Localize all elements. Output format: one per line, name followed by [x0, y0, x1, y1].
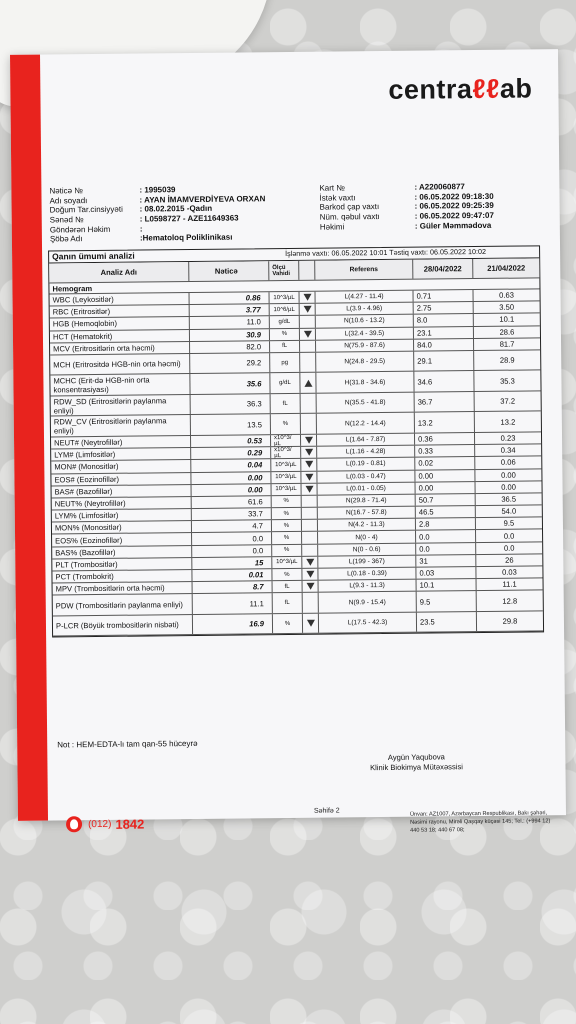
reference-range: L(9.3 - 11.3) [319, 580, 417, 592]
flag-cell [302, 483, 318, 494]
history-value-1: 46.5 [416, 506, 476, 518]
analysis-name: MCH (Eritrositdə HGB-nin orta həcmi) [50, 354, 190, 375]
reference-range: N(9.9 - 15.4) [319, 592, 417, 613]
history-value-2: 29.8 [502, 616, 518, 626]
unit: 10^3/µL [272, 484, 302, 496]
info-label: Kart № [319, 183, 345, 193]
history-value-2: 37.2 [500, 396, 516, 406]
history-value-2: 54.0 [501, 506, 517, 516]
history-value-1: 50.7 [416, 494, 476, 506]
table-row [53, 611, 543, 637]
flag-cell [302, 569, 318, 580]
flag-cell [303, 581, 319, 592]
info-value: : A220060877 [414, 182, 465, 192]
unit: fL [273, 593, 303, 613]
info-label: İstək vaxtı [319, 193, 356, 203]
signer-name: Aygün Yaqubova [387, 752, 445, 762]
result-value: 35.6 [190, 374, 270, 394]
history-value-1: 36.7 [415, 392, 475, 412]
unit: % [270, 328, 300, 340]
unit: 10^3/µL [271, 459, 301, 471]
flag-cell [302, 508, 318, 519]
flag-cell [301, 435, 317, 446]
history-value-1: 10.1 [417, 579, 477, 591]
analysis-name: MON# (Monositlər) [51, 460, 191, 473]
history-value-1: 84.0 [414, 339, 474, 351]
analysis-name: EOS% (Eozinofillər) [52, 533, 192, 546]
history-value-1: 29.1 [414, 351, 474, 371]
analysis-name: MPV (Trombositlərin orta həcmi) [53, 582, 193, 595]
analysis-name: BAS# (Bazofillər) [52, 485, 192, 498]
info-value: : L0598727 - AZE11649363 [139, 213, 239, 224]
reference-range: L(17.5 - 42.3) [319, 613, 417, 634]
history-value-1: 34.6 [414, 371, 474, 391]
result-value: 8.7 [193, 581, 273, 593]
history-value-2: 0.63 [499, 290, 514, 300]
reference-range: L(0.18 - 0.39) [318, 568, 416, 580]
lab-report-sheet [10, 49, 566, 834]
analysis-name: PCT (Trombokrit) [52, 570, 192, 583]
unit: 10^6/µL [270, 304, 300, 316]
result-value: 82.0 [190, 341, 270, 353]
result-value: 3.77 [190, 304, 270, 316]
history-value-1: 9.5 [417, 591, 477, 611]
result-value: 36.3 [191, 394, 271, 414]
unit: % [272, 496, 302, 508]
analysis-name: LYM# (Limfositlər) [51, 448, 191, 461]
analysis-name: MON% (Monositlər) [52, 521, 192, 534]
info-value: : 06.05.2022 09:18:30 [414, 191, 494, 202]
history-value-2: 28.6 [499, 327, 515, 337]
reference-range: L(1.64 - 7.87) [317, 434, 415, 446]
processing-times: İşlənmə vaxtı: 06.05.2022 10:01 Təstiq vaxtı: 06.05.2022 10:02 [285, 246, 486, 259]
table-body [50, 289, 544, 636]
analysis-name: HGB (Hemoqlobin) [50, 317, 190, 330]
history-value-2: 26 [505, 555, 514, 565]
reference-range: H(31.8 - 34.6) [316, 372, 414, 393]
history-value-1: 0.02 [415, 457, 475, 469]
history-value-2: 0.06 [500, 458, 516, 468]
flag-cell [302, 520, 318, 531]
unit: 10^3/µL [271, 471, 301, 483]
reference-range: N(29.8 - 71.4) [318, 495, 416, 507]
unit: g/dL [270, 316, 300, 328]
arrow-down-icon [306, 559, 314, 566]
history-value-1: 0.00 [416, 482, 476, 494]
col-analysis-name: Analiz Adı [49, 262, 189, 282]
reference-range: N(0 - 4) [318, 531, 416, 543]
result-value: 33.7 [192, 508, 272, 520]
col-reference: Referens [315, 260, 413, 280]
flag-cell [300, 328, 316, 339]
col-result: Nəticə [189, 261, 269, 281]
info-label: Sənəd № [49, 215, 84, 225]
unit: % [273, 614, 303, 634]
unit: % [272, 520, 302, 532]
result-value: 0.53 [191, 435, 271, 447]
flag-cell [300, 304, 316, 315]
flag-cell [301, 459, 317, 470]
col-history-1: 28/04/2022 [413, 259, 473, 279]
flag-cell [301, 414, 317, 434]
history-value-1: 0.0 [416, 543, 476, 555]
history-value-1: 0.00 [415, 470, 475, 482]
info-label: Adı soyadı [49, 195, 88, 206]
history-value-1: 23.5 [417, 612, 477, 632]
flag-cell [300, 353, 316, 373]
arrow-down-icon [306, 620, 314, 627]
arrow-down-icon [305, 486, 313, 493]
analysis-name: BAS% (Bazofillər) [52, 546, 192, 559]
patient-info [49, 181, 540, 244]
unit: fL [273, 581, 303, 593]
info-label: Göndərən Həkim [49, 224, 111, 235]
info-value: : 06.05.2022 09:47:07 [414, 210, 494, 221]
unit: % [272, 532, 302, 544]
reference-range: L(0.01 - 0.05) [318, 482, 416, 494]
history-value-1: 2.8 [416, 518, 476, 530]
info-value: : 06.05.2022 09:25:39 [414, 201, 494, 212]
arrow-up-icon [304, 379, 312, 386]
flag-cell [301, 471, 317, 482]
flag-cell [302, 544, 318, 555]
result-value: 61.6 [192, 496, 272, 508]
history-value-2: 0.23 [500, 433, 516, 443]
info-value: : [139, 224, 143, 234]
result-value: 0.00 [191, 472, 271, 484]
unit: % [272, 544, 302, 556]
history-value-1: 13.2 [415, 412, 475, 432]
arrow-down-icon [305, 461, 313, 468]
history-value-2: 13.2 [500, 417, 516, 427]
group-label: Hemogram [52, 283, 93, 293]
result-value: 15 [192, 557, 272, 569]
result-value: 0.86 [190, 292, 270, 304]
reference-range: L(32.4 - 39.5) [316, 327, 414, 339]
reference-range: N(35.5 - 41.8) [317, 393, 415, 414]
red-side-band [10, 55, 48, 821]
unit: % [272, 508, 302, 520]
history-value-1: 0.33 [415, 445, 475, 457]
result-value: 0.00 [192, 484, 272, 496]
history-value-2: 35.3 [500, 376, 515, 386]
info-value: :Hematoloq Poliklinikası [139, 232, 233, 243]
arrow-down-icon [305, 437, 313, 444]
history-value-2: 9.5 [503, 518, 515, 529]
result-value: 0.0 [192, 545, 272, 557]
history-value-2: 3.50 [499, 302, 515, 313]
analysis-name: PDW (Trombositlərin paylanma enliyi) [53, 594, 193, 615]
history-value-1: 31 [416, 555, 476, 567]
reference-range: L(199 - 367) [318, 555, 416, 567]
reference-range: N(12.2 - 14.4) [317, 413, 415, 434]
info-value: : 08.02.2015 -Qadın [139, 204, 213, 215]
phone-icon [66, 816, 82, 832]
reference-range: N(4.2 - 11.3) [318, 519, 416, 531]
section-title: Qanın ümumi analizi [52, 250, 135, 262]
result-value: 29.2 [190, 353, 270, 373]
history-value-2: 0.00 [500, 470, 516, 480]
flag-cell [300, 316, 316, 327]
reference-range: L(3.9 - 4.96) [316, 303, 414, 315]
history-value-1: 23.1 [414, 327, 474, 339]
info-value: : AYAN İMAMVERDİYEVA ORXAN [139, 194, 266, 205]
info-label: Nəticə № [49, 186, 83, 196]
reference-range: L(0.03 - 0.47) [317, 470, 415, 482]
unit: % [271, 414, 301, 434]
note: Not : HEM-EDTA-lı tam qan-55 hüceyrə [57, 738, 198, 750]
phone-prefix: (012) [88, 818, 112, 830]
arrow-down-icon [303, 330, 311, 337]
history-value-2: 10.1 [499, 315, 515, 325]
flag-cell [302, 532, 318, 543]
arrow-down-icon [306, 583, 314, 590]
col-flag [299, 261, 315, 280]
reference-range: N(10.6 - 13.2) [316, 315, 414, 327]
signature-block [361, 752, 471, 773]
col-history-2: 21/04/2022 [487, 263, 526, 273]
analysis-name: HCT (Hematokrit) [50, 330, 190, 343]
analysis-name: LYM% (Limfositlər) [52, 509, 192, 522]
history-value-2: 0.34 [500, 445, 516, 455]
flag-cell [301, 394, 317, 414]
result-value: 0.04 [191, 459, 271, 471]
analysis-name: WBC (Leykositlər) [50, 293, 190, 306]
reference-range: N(0 - 0.6) [318, 543, 416, 555]
phone-block [66, 816, 144, 833]
col-unit: Ölçü Vahidi [269, 261, 299, 280]
history-value-1: 0.36 [415, 433, 475, 445]
analysis-name: PLT (Trombositlər) [52, 558, 192, 571]
reference-range: N(16.7 - 57.8) [318, 507, 416, 519]
history-value-2: 28.9 [499, 355, 515, 365]
unit: % [272, 569, 302, 581]
flag-cell [302, 496, 318, 507]
history-value-2: 0.03 [502, 567, 517, 577]
address: Ünvan: AZ1007, Azərbaycan Respublikası, Bakı şəhəri, Nəsimi rayonu, Mirəli Qaşqay küçəsi 145; Tel.: (+994 12) 440 53 18; 440 67 08; [409, 810, 551, 834]
reference-range: L(4.27 - 11.4) [316, 291, 414, 303]
analysis-name: P-LCR (Böyük trombositlərin nisbəti) [53, 615, 193, 636]
history-value-2: 12.8 [502, 596, 518, 606]
centralab-logo: centraℓℓab [388, 73, 533, 105]
analysis-name: RBC (Eritrositlər) [50, 305, 190, 318]
flag-cell [300, 340, 316, 351]
unit: g/dL [270, 373, 300, 393]
history-value-1: 0.71 [413, 290, 473, 302]
info-label: Doğum Tar.cinsiyyəti [49, 205, 123, 215]
result-value: 0.29 [191, 447, 271, 459]
history-value-2: 0.00 [501, 482, 516, 492]
reference-range: N(75.9 - 87.6) [316, 339, 414, 351]
arrow-down-icon [303, 306, 311, 313]
analysis-name: NEUT# (Neytrofillər) [51, 436, 191, 449]
unit: 10^3/µL [272, 557, 302, 569]
history-value-2: 0.0 [503, 543, 515, 553]
history-value-2: 0.0 [503, 531, 515, 541]
info-value: : Güler Məmmədova [414, 220, 492, 231]
info-label [320, 235, 415, 236]
arrow-down-icon [303, 294, 311, 301]
analysis-name: EOS# (Eozinofillər) [51, 473, 191, 486]
flag-cell [300, 292, 316, 303]
result-value: 16.9 [193, 614, 273, 634]
analysis-name: MCHC (Erit-də HGB-nin orta konsentrasiyası) [50, 374, 190, 395]
unit: pg [270, 353, 300, 373]
analysis-name: MCV (Eritrositlərin orta həcmi) [50, 342, 190, 355]
results-table [48, 245, 544, 638]
unit: x10^3/µL [271, 447, 301, 459]
result-value: 30.9 [190, 329, 270, 341]
analysis-name: RDW_SD (Eritrositlərin paylanma enliyi) [51, 395, 191, 416]
reference-range: L(0.19 - 0.81) [317, 458, 415, 470]
history-value-1: 2.75 [414, 302, 474, 314]
result-value: 4.7 [192, 520, 272, 532]
result-value: 13.5 [191, 415, 271, 435]
info-value: : 1995039 [139, 185, 176, 195]
result-value: 11.0 [190, 317, 270, 329]
analysis-name: NEUT% (Neytrofillər) [52, 497, 192, 510]
flag-cell [303, 614, 319, 634]
reference-range: L(1.16 - 4.28) [317, 446, 415, 458]
arrow-down-icon [305, 473, 313, 480]
result-value: 0.01 [192, 569, 272, 581]
arrow-down-icon [305, 449, 313, 456]
history-value-1: 0.03 [416, 567, 476, 579]
flag-cell [301, 447, 317, 458]
result-value: 11.1 [193, 594, 273, 614]
history-value-2: 36.5 [501, 494, 517, 504]
history-value-1: 8.0 [414, 314, 474, 326]
unit: 10^3/µL [270, 292, 300, 304]
info-label: Nüm. qəbul vaxtı [319, 212, 380, 222]
phone-number: 1842 [115, 816, 145, 832]
page-number: Səhifə 2 [313, 807, 340, 815]
flag-cell [303, 593, 319, 613]
flag-cell [300, 373, 316, 393]
info-label: Barkod çap vaxtı [319, 202, 380, 213]
reference-range: N(24.8 - 29.5) [316, 352, 414, 373]
flag-cell [302, 557, 318, 568]
history-value-1: 0.0 [416, 530, 476, 542]
unit: fL [271, 394, 301, 414]
history-value-2: 81.7 [499, 339, 515, 349]
unit: fL [270, 341, 300, 353]
info-label: Şöbə Adı [49, 234, 83, 244]
analysis-name: RDW_CV (Eritrositlərin paylanma enliyi) [51, 415, 191, 436]
signer-title: Klinik Biokimya Mütəxəssisi [370, 762, 463, 773]
info-label: Həkimi [319, 222, 345, 232]
arrow-down-icon [306, 571, 314, 578]
history-value-2: 11.1 [502, 579, 517, 590]
result-value: 0.0 [192, 533, 272, 545]
unit: x10^3/µL [271, 435, 301, 447]
